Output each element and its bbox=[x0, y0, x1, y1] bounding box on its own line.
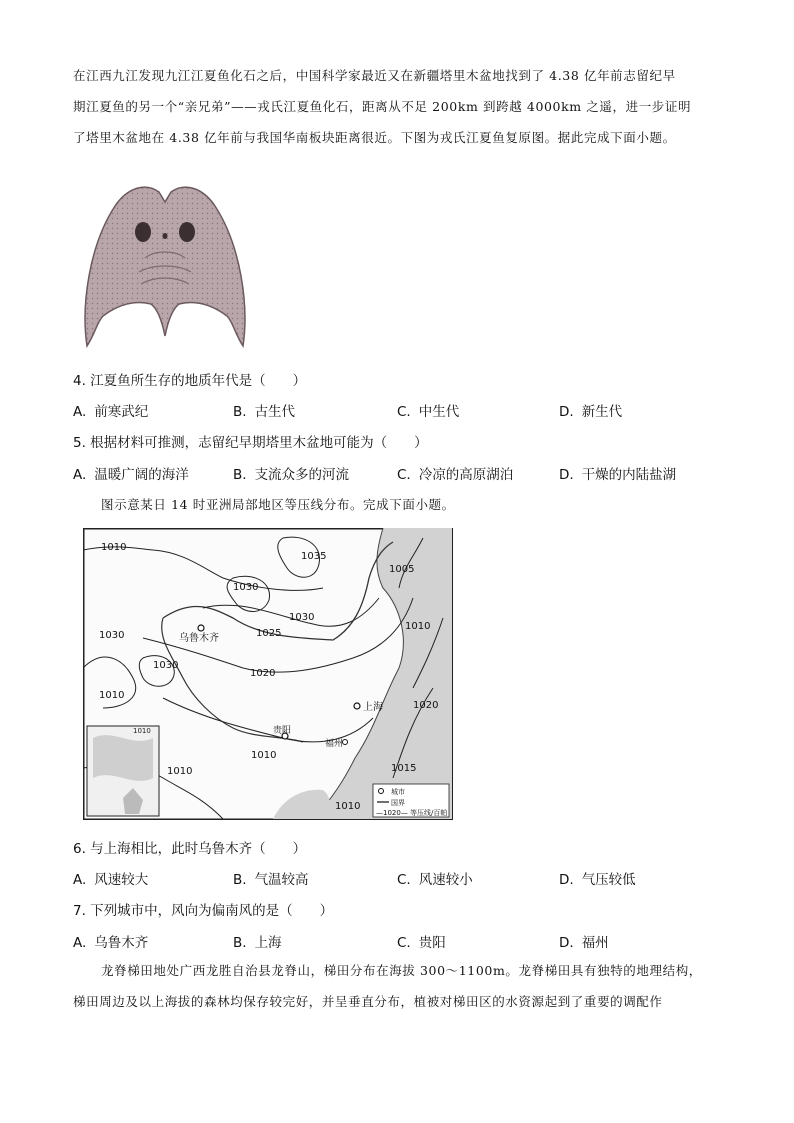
isobar-label: 1010 bbox=[405, 621, 431, 632]
option-text: 上海 bbox=[254, 935, 282, 951]
option-text: 冷凉的高原湖泊 bbox=[418, 467, 514, 483]
question-5-option-b[interactable] bbox=[233, 463, 349, 483]
option-key: A. bbox=[73, 872, 87, 888]
question-4-stem: 4. 江夏鱼所生存的地质年代是（ ） bbox=[73, 373, 307, 389]
option-key: D. bbox=[559, 935, 574, 951]
question-4-option-a[interactable] bbox=[73, 400, 148, 420]
fish-reconstruction-image bbox=[75, 176, 255, 356]
question-7-option-d[interactable] bbox=[559, 931, 609, 951]
legend-border: 国界 bbox=[391, 799, 405, 807]
isobar-label: 1015 bbox=[391, 763, 417, 774]
isobar-label: 1030 bbox=[153, 660, 179, 671]
isobar-label: 1020 bbox=[250, 668, 276, 679]
option-text: 温暖广阔的海洋 bbox=[94, 467, 189, 483]
question-4-option-b[interactable] bbox=[233, 400, 295, 420]
isobar-label: 1030 bbox=[289, 612, 315, 623]
question-5-stem: 5. 根据材料可推测，志留纪早期塔里木盆地可能为（ ） bbox=[73, 435, 428, 451]
passage-3-line-2: 梯田周边及以上海拔的森林均保存较完好，并呈垂直分布，植被对梯田区的水资源起到了重要的调配作 bbox=[73, 994, 663, 1009]
option-key: C. bbox=[397, 404, 411, 420]
option-key: B. bbox=[233, 935, 247, 951]
question-6-option-b[interactable] bbox=[233, 868, 309, 888]
passage-1 bbox=[73, 60, 723, 153]
option-text: 气温较高 bbox=[254, 872, 309, 888]
isobar-label: 1010 bbox=[167, 766, 193, 777]
question-6-stem: 6. 与上海相比，此时乌鲁木齐（ ） bbox=[73, 841, 307, 857]
option-key: A. bbox=[73, 404, 87, 420]
map-intro: 图示意某日 14 时亚洲局部地区等压线分布。完成下面小题。 bbox=[101, 497, 455, 512]
isobar-label: 1010 bbox=[99, 690, 125, 701]
isobar-label: 1030 bbox=[99, 630, 125, 641]
legend-city: 城市 bbox=[391, 788, 405, 796]
option-text: 新生代 bbox=[581, 404, 623, 420]
option-key: D. bbox=[559, 872, 574, 888]
option-key: A. bbox=[73, 935, 87, 951]
passage-3-line-1: 龙脊梯田地处广西龙胜自治县龙脊山，梯田分布在海拔 300～1100m。龙脊梯田具有独特的地理结构， bbox=[101, 963, 702, 978]
passage-1-line-1: 在江西九江发现九江江夏鱼化石之后，中国科学家最近又在新疆塔里木盆地找到了 4.38 亿年前志留纪早 bbox=[73, 68, 676, 83]
option-text: 乌鲁木齐 bbox=[94, 935, 149, 951]
question-7-option-b[interactable] bbox=[233, 931, 282, 951]
isobar-label: 1025 bbox=[256, 628, 282, 639]
option-key: D. bbox=[559, 467, 574, 483]
option-text: 中生代 bbox=[418, 404, 460, 420]
passage-1-line-3: 了塔里木盆地在 4.38 亿年前与我国华南板块距离很近。下图为戎氏江夏鱼复原图。据此完成下面小题。 bbox=[73, 130, 676, 145]
question-6-option-d[interactable] bbox=[559, 868, 636, 888]
isobar-label: 1010 bbox=[101, 542, 127, 553]
option-key: C. bbox=[397, 872, 411, 888]
option-text: 风速较大 bbox=[94, 872, 149, 888]
isobar-label: 1010 bbox=[335, 801, 361, 812]
isobar-label: 1020 bbox=[413, 700, 439, 711]
option-key: C. bbox=[397, 935, 411, 951]
question-6-option-c[interactable] bbox=[397, 868, 473, 888]
option-text: 前寒武纪 bbox=[94, 404, 149, 420]
option-key: D. bbox=[559, 404, 574, 420]
inset-isobar-label: 1010 bbox=[133, 727, 151, 735]
option-text: 支流众多的河流 bbox=[254, 467, 350, 483]
option-key: A. bbox=[73, 467, 87, 483]
question-4-option-c[interactable] bbox=[397, 400, 459, 420]
option-text: 贵阳 bbox=[418, 935, 446, 951]
passage-3 bbox=[73, 955, 723, 1017]
option-text: 气压较低 bbox=[581, 872, 636, 888]
city-label: 乌鲁木齐 bbox=[179, 633, 219, 644]
question-4-option-d[interactable] bbox=[559, 400, 622, 420]
option-key: C. bbox=[397, 467, 411, 483]
question-7-stem: 7. 下列城市中，风向为偏南风的是（ ） bbox=[73, 903, 334, 919]
isobar-label: 1005 bbox=[389, 564, 415, 575]
map-legend bbox=[373, 784, 449, 817]
question-7-option-c[interactable] bbox=[397, 931, 446, 951]
inset-map bbox=[87, 726, 159, 816]
question-5-option-a[interactable] bbox=[73, 463, 189, 483]
isobar-map bbox=[83, 528, 453, 820]
option-key: B. bbox=[233, 872, 247, 888]
question-7-option-a[interactable] bbox=[73, 931, 148, 951]
isobar-label: 1010 bbox=[251, 750, 277, 761]
option-text: 古生代 bbox=[254, 404, 296, 420]
isobar-label: 1035 bbox=[301, 551, 327, 562]
option-text: 福州 bbox=[581, 935, 609, 951]
option-key: B. bbox=[233, 404, 247, 420]
city-label: 上海 bbox=[363, 702, 383, 713]
question-5-option-d[interactable] bbox=[559, 463, 676, 483]
option-key: B. bbox=[233, 467, 247, 483]
passage-1-line-2: 期江夏鱼的另一个“亲兄弟”——戎氏江夏鱼化石，距离从不足 200km 到跨越 4000km 之遥，进一步证明 bbox=[73, 99, 692, 114]
option-text: 风速较小 bbox=[418, 872, 473, 888]
question-6-option-a[interactable] bbox=[73, 868, 148, 888]
option-text: 干燥的内陆盐湖 bbox=[581, 467, 677, 483]
city-label: 贵阳 bbox=[273, 726, 292, 736]
legend-isobar: —1020— 等压线/百帕 bbox=[376, 809, 448, 817]
question-5-option-c[interactable] bbox=[397, 463, 513, 483]
isobar-label: 1030 bbox=[233, 582, 259, 593]
city-label: 福州 bbox=[325, 739, 344, 749]
